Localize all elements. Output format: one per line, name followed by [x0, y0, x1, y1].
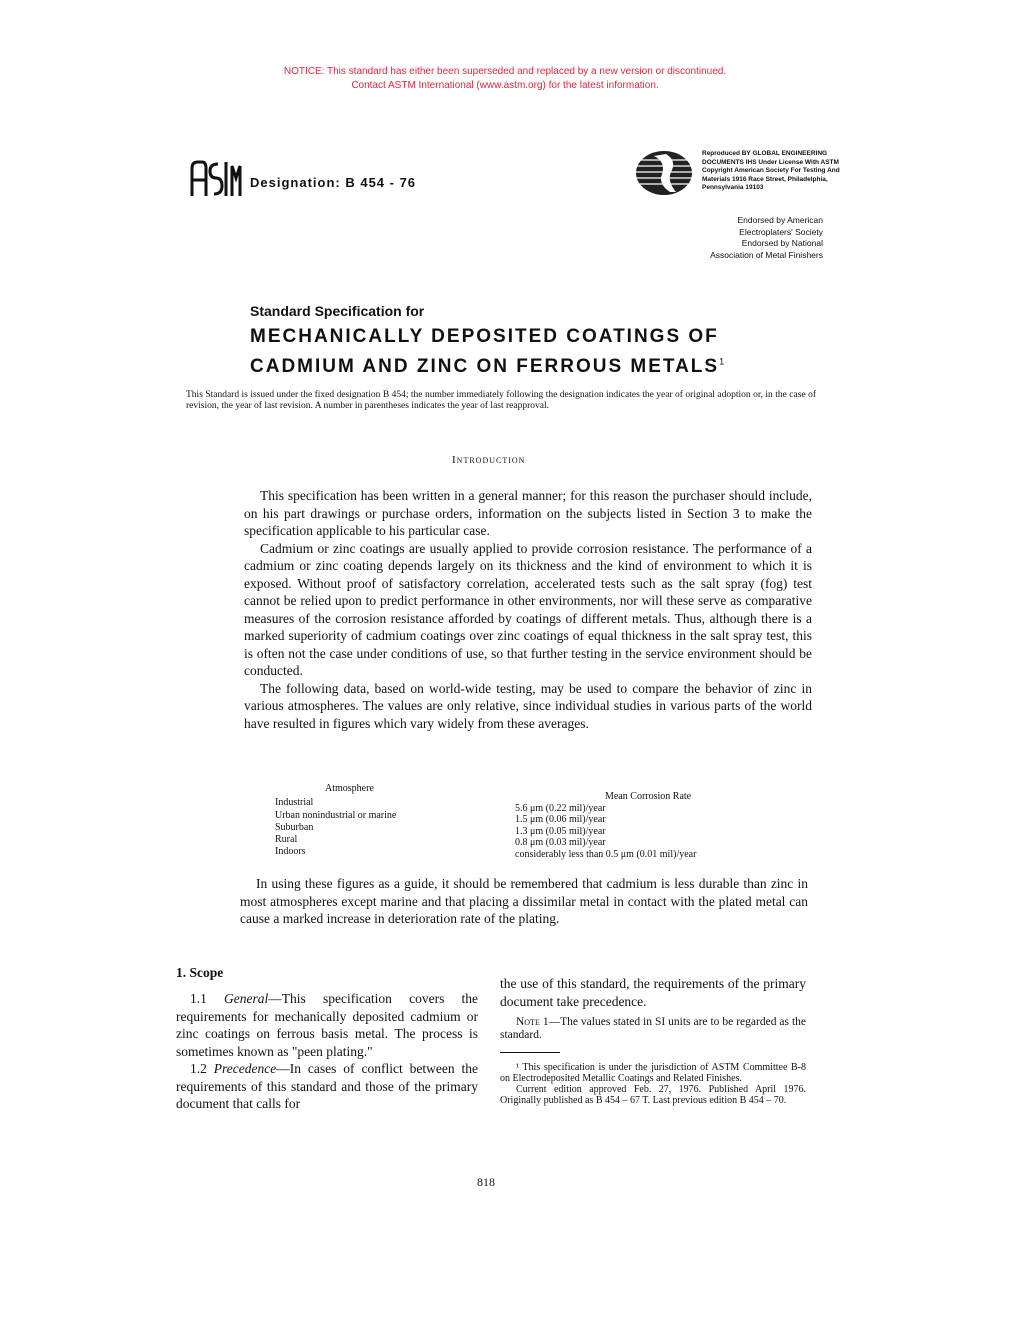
- title-line-1: [250, 326, 719, 348]
- footnote-1: ¹ This specification is under the jurisdiction of ASTM Committee B-8 on Electrodeposited Metallic Coatings and Related Finishes.: [500, 1062, 806, 1084]
- globe-icon: [632, 148, 696, 203]
- endorse-line: Endorsed by American: [737, 215, 823, 225]
- scope-1-1-number: 1.1: [190, 991, 207, 1006]
- repro-line: Materials 1916 Race Street, Philadelphia,: [702, 175, 828, 183]
- endorse-line: Endorsed by National: [741, 238, 823, 248]
- scope-right-column: [500, 975, 806, 1042]
- table-cell-atmosphere: Rural: [275, 834, 298, 845]
- note-1-text: —The values stated in SI units are to be regarded as the standard.: [500, 1016, 806, 1041]
- reproduction-notice: [702, 150, 882, 193]
- intro-paragraph: This specification has been written in a general manner; for this reason the purchaser should include, on his part drawings or purchase orders, information on the subjects listed in Section 3 to make the specification applicable to his particular case.: [244, 488, 812, 538]
- table-cell-rate: 1.3 μm (0.05 mil)/year: [515, 826, 606, 837]
- endorsements: [653, 215, 823, 261]
- table-cell-rate: 1.5 μm (0.06 mil)/year: [515, 814, 606, 825]
- endorse-line: Electroplaters' Society: [739, 226, 823, 237]
- closing-paragraph: In using these figures as a guide, it should be remembered that cadmium is less durable than zinc in most atmospheres except marine and that placing a dissimilar metal in contact with the plated metal can cause a marked increase in deterioration rate of the plating.: [240, 876, 808, 926]
- table-header-atmosphere: Atmosphere: [325, 783, 374, 794]
- introduction-closing: [240, 875, 808, 928]
- table-cell-atmosphere: Urban nonindustrial or marine: [275, 810, 397, 821]
- footnotes: [500, 1062, 806, 1106]
- scope-1-2: [176, 1060, 478, 1113]
- scope-1-1: [176, 990, 478, 1060]
- footnote-divider: [500, 1052, 560, 1053]
- title-line-2-text: CADMIUM AND ZINC ON FERROUS METALS: [250, 356, 720, 377]
- table-cell-atmosphere: Indoors: [275, 846, 306, 857]
- table-cell-atmosphere: Industrial: [275, 797, 314, 808]
- note-1: [500, 1016, 806, 1042]
- note-1-label: Note 1: [516, 1016, 549, 1028]
- introduction-body: [244, 487, 812, 732]
- scope-1-2-label: Precedence: [213, 1061, 277, 1076]
- intro-paragraph: Cadmium or zinc coatings are usually applied to provide corrosion resistance. The performance of a cadmium or zinc coating depends largely on its thickness and the kind of environment to which it is exposed. Without proof of satisfactory correlation, accelerated tests such as the salt spray (fog) test cannot be relied upon to predict performance in other environments, nor will these serve as comparative measures of the corrosion resistance afforded by coatings of different metals. Thus, although there is a marked superiority of cadmium coatings over zinc coatings of equal thickness in the salt spray test, this is often not the case under conditions of use, so that further testing in the service environment should be conducted.: [244, 540, 812, 678]
- scope-continued: the use of this standard, the requirements of the primary document take precedence.: [500, 976, 806, 1009]
- introduction-heading: Introduction: [452, 454, 526, 466]
- repro-line: Pennsylvania 19103: [702, 184, 764, 191]
- issued-note: This Standard is issued under the fixed designation B 454; the number immediately following the designation indicates the year of original adoption or, in the case of revision, the year of last revision. A number in parentheses indicates the year of last reapproval.: [186, 390, 816, 411]
- table-cell-rate: 5.6 μm (0.22 mil)/year: [515, 803, 606, 814]
- repro-line: Copyright American Society For Testing And: [702, 167, 840, 174]
- scope-heading: 1. Scope: [176, 965, 224, 980]
- title-line-1-text: MECHANICALLY DEPOSITED COATINGS OF: [250, 326, 719, 347]
- scope-1-2-number: 1.2: [190, 1061, 207, 1076]
- scope-left-column: [176, 990, 478, 1113]
- scope-1-1-text: —This specification covers the requirements for mechanically deposited cadmium or zinc coatings on ferrous basis metal. The process is sometimes known as "peen plating.": [176, 991, 478, 1059]
- astm-logo: [188, 158, 242, 200]
- page-number: 818: [477, 1175, 495, 1189]
- table-header-rate: Mean Corrosion Rate: [605, 791, 692, 802]
- designation: Designation: B 454 - 76: [250, 175, 417, 190]
- title-prefix: Standard Specification for: [250, 303, 425, 319]
- endorse-line: Association of Metal Finishers: [710, 249, 823, 260]
- repro-line: Reproduced BY GLOBAL ENGINEERING: [702, 150, 828, 157]
- table-cell-rate: 0.8 μm (0.03 mil)/year: [515, 837, 606, 848]
- corrosion-rate-table: [275, 783, 795, 868]
- footnote-2: Current edition approved Feb. 27, 1976. Published April 1976. Originally published as B 454 – 67 T. Last previous edition B 454 – 70.: [500, 1084, 806, 1106]
- notice-line-1: NOTICE: This standard has either been superseded and replaced by a new version or discontinued.: [283, 66, 727, 77]
- repro-line: DOCUMENTS IHS Under License With ASTM: [702, 158, 839, 166]
- table-cell-rate: considerably less than 0.5 μm (0.01 mil)/year: [515, 849, 697, 860]
- scope-1-2-text: —In cases of conflict between the requirements of this standard and those of the primary document that calls for: [176, 1061, 478, 1111]
- scope-1-1-label: General: [224, 991, 269, 1006]
- table-cell-atmosphere: Suburban: [275, 822, 314, 833]
- intro-paragraph: The following data, based on world-wide testing, may be used to compare the behavior of zinc in various atmospheres. The values are only relative, since individual studies in various parts of the world have resulted in figures which vary widely from these averages.: [244, 680, 812, 731]
- title-line-2: [250, 356, 724, 378]
- title-footnote-mark: 1: [719, 356, 725, 367]
- notice-line-2: Contact ASTM International (www.astm.org) for the latest information.: [351, 80, 659, 91]
